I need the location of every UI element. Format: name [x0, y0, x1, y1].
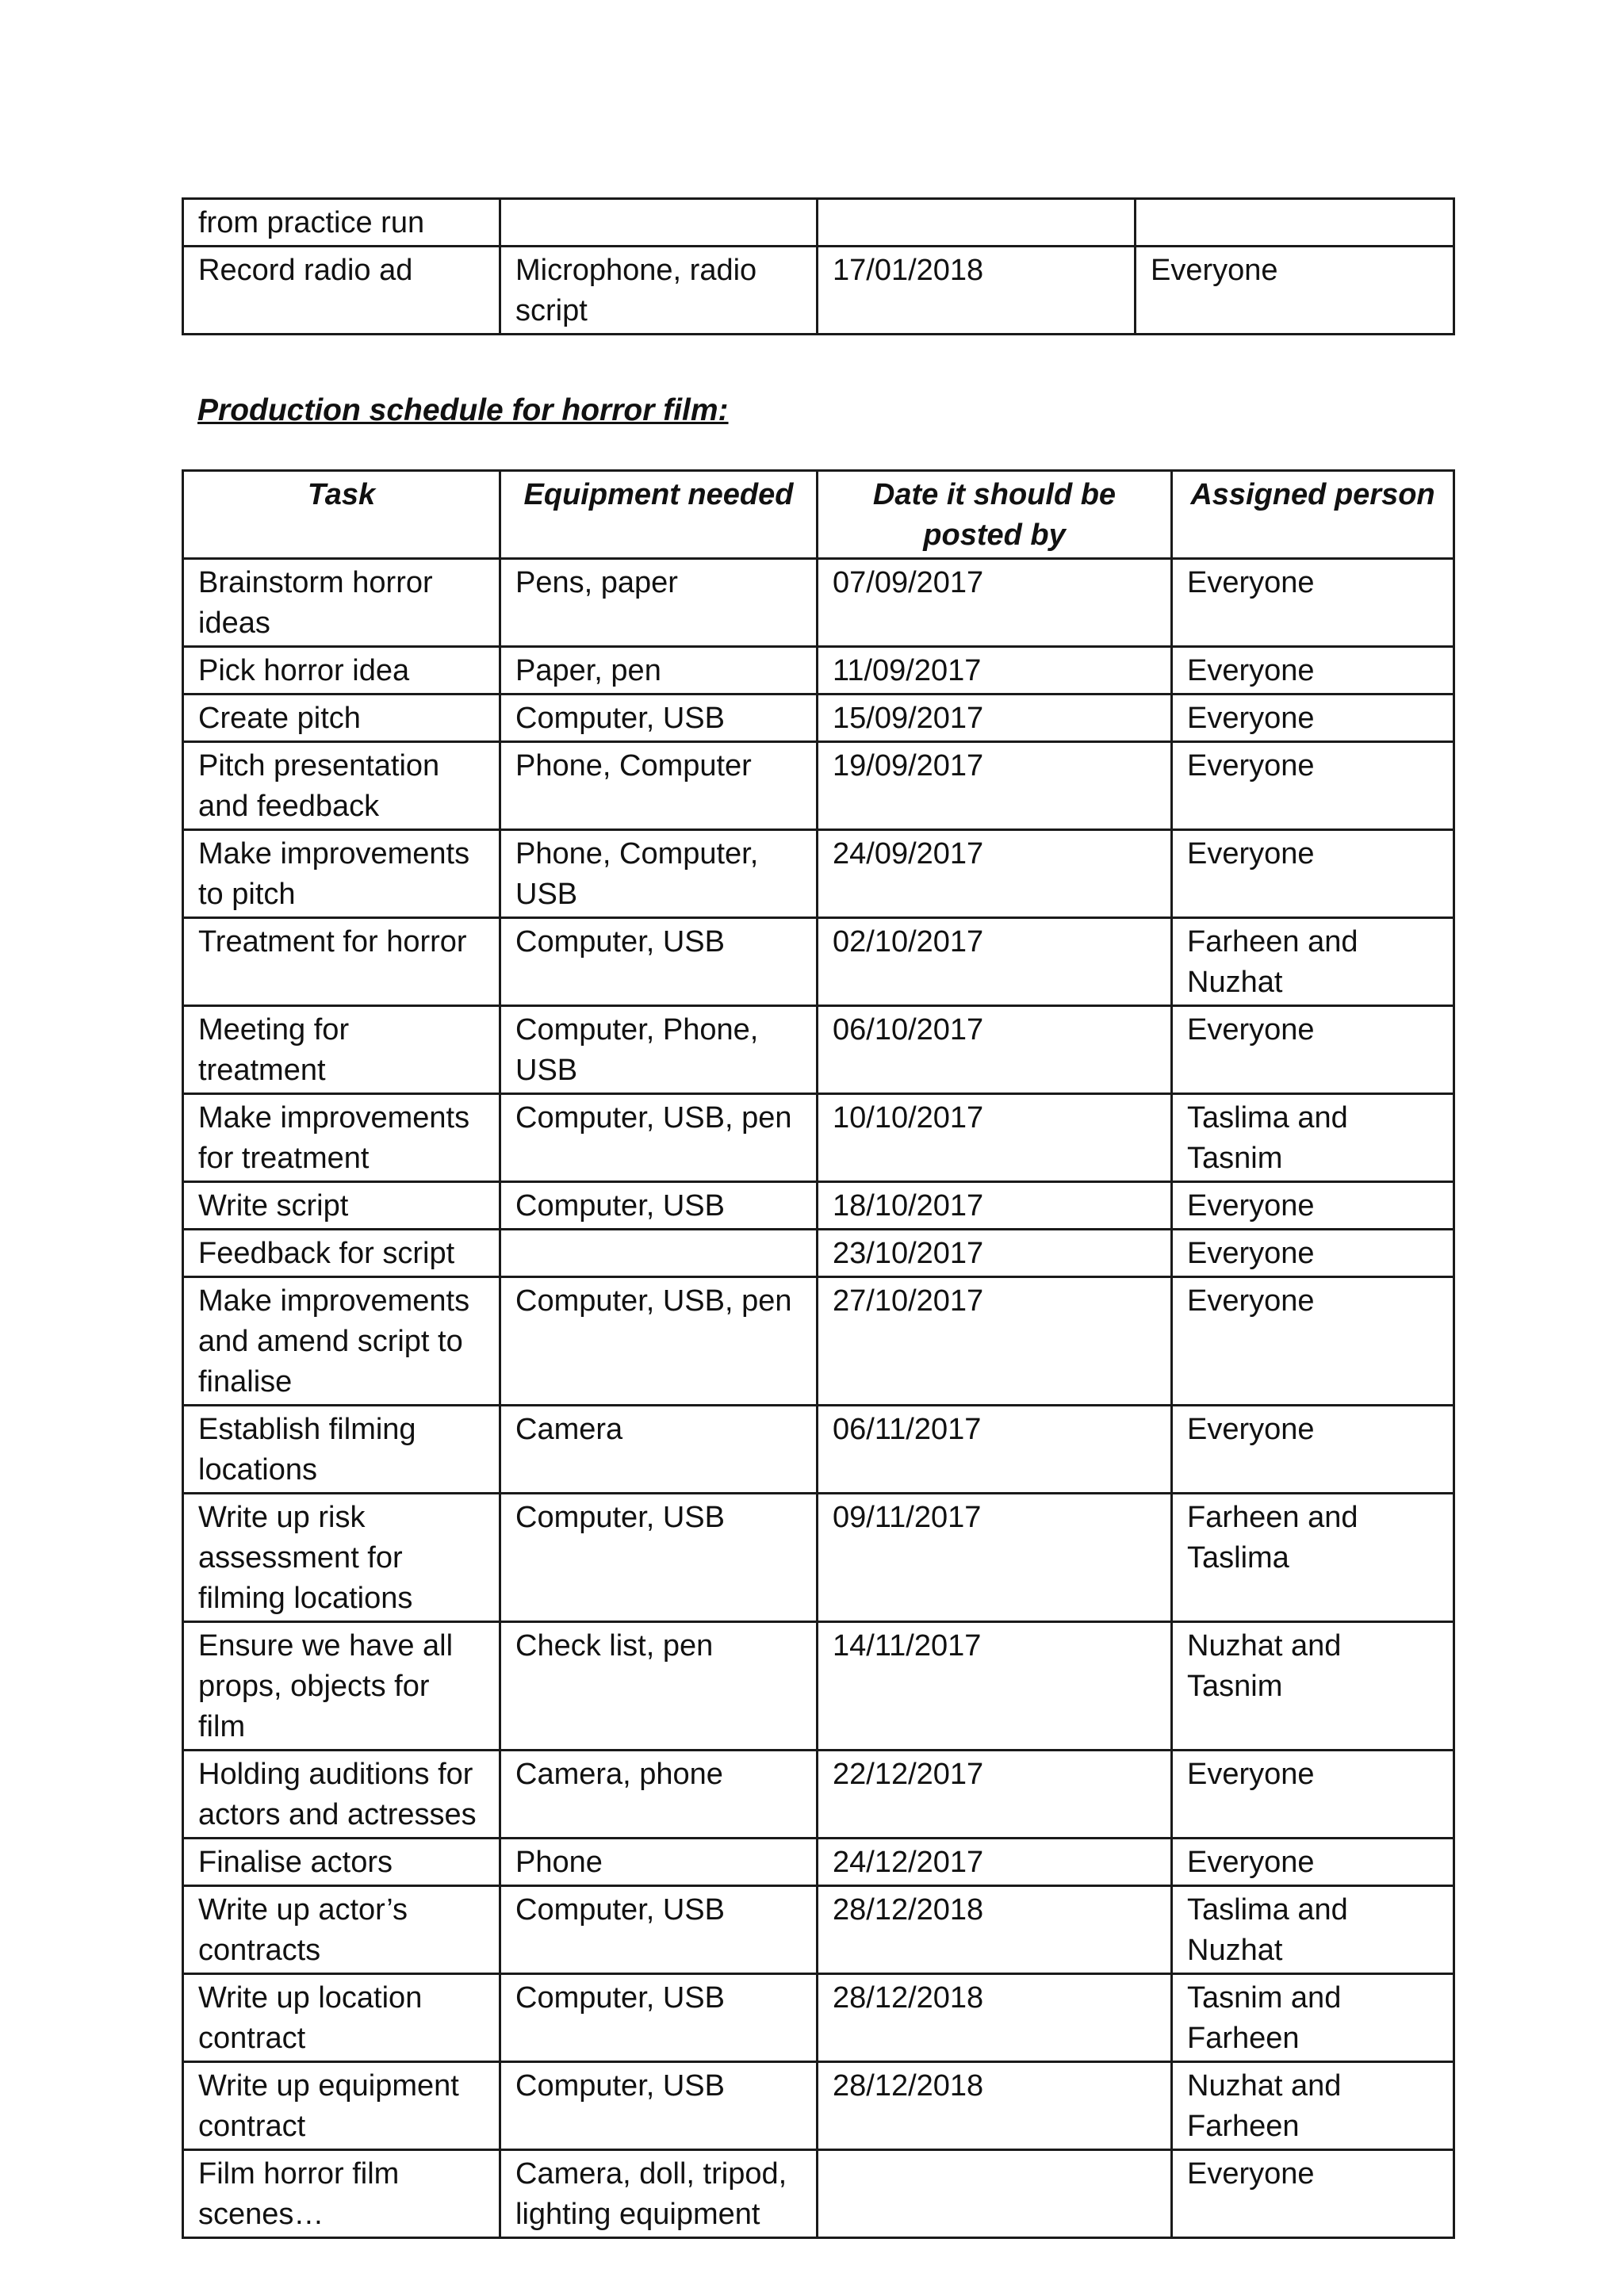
- equipment-cell: [500, 1230, 818, 1277]
- table-row: [183, 1494, 1454, 1622]
- table-row: [183, 647, 1454, 695]
- date-cell: 23/10/2017: [818, 1230, 1172, 1277]
- table-row: [183, 1974, 1454, 2062]
- header-equipment: Equipment needed: [500, 471, 818, 559]
- assigned-person-cell: [1136, 199, 1454, 247]
- assigned-person-cell: Everyone: [1172, 1182, 1454, 1230]
- task-cell: Feedback for script: [183, 1230, 500, 1277]
- assigned-person-cell: Everyone: [1172, 1839, 1454, 1886]
- assigned-person-cell: Farheen and Nuzhat: [1172, 918, 1454, 1006]
- equipment-cell: Computer, USB: [500, 2062, 818, 2150]
- equipment-cell: Microphone, radio script: [500, 247, 818, 335]
- assigned-person-cell: Everyone: [1172, 1230, 1454, 1277]
- equipment-cell: Computer, USB: [500, 695, 818, 742]
- assigned-person-cell: Farheen and Taslima: [1172, 1494, 1454, 1622]
- table-row: [183, 199, 1454, 247]
- assigned-person-cell: Taslima and Tasnim: [1172, 1094, 1454, 1182]
- task-cell: Write up risk assessment for filming locations: [183, 1494, 500, 1622]
- table-row: [183, 1182, 1454, 1230]
- assigned-person-cell: Everyone: [1172, 647, 1454, 695]
- assigned-person-cell: Nuzhat and Tasnim: [1172, 1622, 1454, 1751]
- task-cell: Create pitch: [183, 695, 500, 742]
- section-heading: Production schedule for horror film:: [197, 393, 729, 427]
- task-cell: Pick horror idea: [183, 647, 500, 695]
- equipment-cell: Computer, USB, pen: [500, 1277, 818, 1406]
- date-cell: 22/12/2017: [818, 1751, 1172, 1839]
- equipment-cell: Phone, Computer: [500, 742, 818, 830]
- assigned-person-cell: Everyone: [1172, 1406, 1454, 1494]
- date-cell: 24/09/2017: [818, 830, 1172, 918]
- table-row: [183, 2062, 1454, 2150]
- production-schedule-body: [183, 559, 1454, 2238]
- table-row: [183, 1751, 1454, 1839]
- equipment-cell: Phone, Computer, USB: [500, 830, 818, 918]
- equipment-cell: Computer, USB: [500, 1182, 818, 1230]
- table-row: [183, 742, 1454, 830]
- table-row: [183, 1886, 1454, 1974]
- previous-schedule-body: [183, 199, 1454, 335]
- date-cell: 18/10/2017: [818, 1182, 1172, 1230]
- equipment-cell: Computer, USB: [500, 1886, 818, 1974]
- table-row: [183, 247, 1454, 335]
- task-cell: Record radio ad: [183, 247, 500, 335]
- equipment-cell: Phone: [500, 1839, 818, 1886]
- table-row: [183, 830, 1454, 918]
- date-cell: [818, 199, 1136, 247]
- table-row: [183, 1230, 1454, 1277]
- table-row: [183, 1406, 1454, 1494]
- table-row: [183, 1094, 1454, 1182]
- table-row: [183, 918, 1454, 1006]
- assigned-person-cell: Everyone: [1172, 559, 1454, 647]
- task-cell: Film horror film scenes…: [183, 2150, 500, 2238]
- task-cell: Write up equipment contract: [183, 2062, 500, 2150]
- date-cell: 27/10/2017: [818, 1277, 1172, 1406]
- production-schedule-table: [182, 469, 1455, 2239]
- date-cell: 15/09/2017: [818, 695, 1172, 742]
- table-row: [183, 1006, 1454, 1094]
- equipment-cell: Camera, phone: [500, 1751, 818, 1839]
- task-cell: Brainstorm horror ideas: [183, 559, 500, 647]
- task-cell: Make improvements and amend script to finalise: [183, 1277, 500, 1406]
- task-cell: Write up location contract: [183, 1974, 500, 2062]
- equipment-cell: Computer, Phone, USB: [500, 1006, 818, 1094]
- date-cell: 06/10/2017: [818, 1006, 1172, 1094]
- header-assigned-person: Assigned person: [1172, 471, 1454, 559]
- task-cell: Make improvements to pitch: [183, 830, 500, 918]
- assigned-person-cell: Everyone: [1136, 247, 1454, 335]
- equipment-cell: Computer, USB: [500, 1974, 818, 2062]
- table-row: [183, 1839, 1454, 1886]
- assigned-person-cell: Nuzhat and Farheen: [1172, 2062, 1454, 2150]
- date-cell: 24/12/2017: [818, 1839, 1172, 1886]
- date-cell: 10/10/2017: [818, 1094, 1172, 1182]
- assigned-person-cell: Everyone: [1172, 1277, 1454, 1406]
- task-cell: Finalise actors: [183, 1839, 500, 1886]
- task-cell: Treatment for horror: [183, 918, 500, 1006]
- table-row: [183, 1622, 1454, 1751]
- task-cell: Ensure we have all props, objects for film: [183, 1622, 500, 1751]
- task-cell: Write up actor’s contracts: [183, 1886, 500, 1974]
- task-cell: Establish filming locations: [183, 1406, 500, 1494]
- assigned-person-cell: Everyone: [1172, 695, 1454, 742]
- assigned-person-cell: Everyone: [1172, 1751, 1454, 1839]
- equipment-cell: Computer, USB: [500, 1494, 818, 1622]
- table-row: [183, 559, 1454, 647]
- previous-schedule-table: [182, 197, 1455, 335]
- header-date: Date it should be posted by: [818, 471, 1172, 559]
- equipment-cell: Computer, USB: [500, 918, 818, 1006]
- equipment-cell: Camera: [500, 1406, 818, 1494]
- assigned-person-cell: Everyone: [1172, 830, 1454, 918]
- task-cell: from practice run: [183, 199, 500, 247]
- equipment-cell: Pens, paper: [500, 559, 818, 647]
- equipment-cell: Paper, pen: [500, 647, 818, 695]
- date-cell: 07/09/2017: [818, 559, 1172, 647]
- assigned-person-cell: Tasnim and Farheen: [1172, 1974, 1454, 2062]
- assigned-person-cell: Everyone: [1172, 2150, 1454, 2238]
- date-cell: 06/11/2017: [818, 1406, 1172, 1494]
- header-task: Task: [183, 471, 500, 559]
- table-row: [183, 2150, 1454, 2238]
- task-cell: Meeting for treatment: [183, 1006, 500, 1094]
- date-cell: 11/09/2017: [818, 647, 1172, 695]
- assigned-person-cell: Taslima and Nuzhat: [1172, 1886, 1454, 1974]
- equipment-cell: Computer, USB, pen: [500, 1094, 818, 1182]
- table-row: [183, 1277, 1454, 1406]
- equipment-cell: [500, 199, 818, 247]
- header-row: [183, 471, 1454, 559]
- task-cell: Write script: [183, 1182, 500, 1230]
- assigned-person-cell: Everyone: [1172, 1006, 1454, 1094]
- task-cell: Holding auditions for actors and actresses: [183, 1751, 500, 1839]
- date-cell: 28/12/2018: [818, 1886, 1172, 1974]
- date-cell: 14/11/2017: [818, 1622, 1172, 1751]
- date-cell: 02/10/2017: [818, 918, 1172, 1006]
- equipment-cell: Check list, pen: [500, 1622, 818, 1751]
- date-cell: [818, 2150, 1172, 2238]
- date-cell: 19/09/2017: [818, 742, 1172, 830]
- assigned-person-cell: Everyone: [1172, 742, 1454, 830]
- table-row: [183, 695, 1454, 742]
- task-cell: Pitch presentation and feedback: [183, 742, 500, 830]
- date-cell: 28/12/2018: [818, 1974, 1172, 2062]
- date-cell: 17/01/2018: [818, 247, 1136, 335]
- date-cell: 09/11/2017: [818, 1494, 1172, 1622]
- task-cell: Make improvements for treatment: [183, 1094, 500, 1182]
- date-cell: 28/12/2018: [818, 2062, 1172, 2150]
- equipment-cell: Camera, doll, tripod, lighting equipment: [500, 2150, 818, 2238]
